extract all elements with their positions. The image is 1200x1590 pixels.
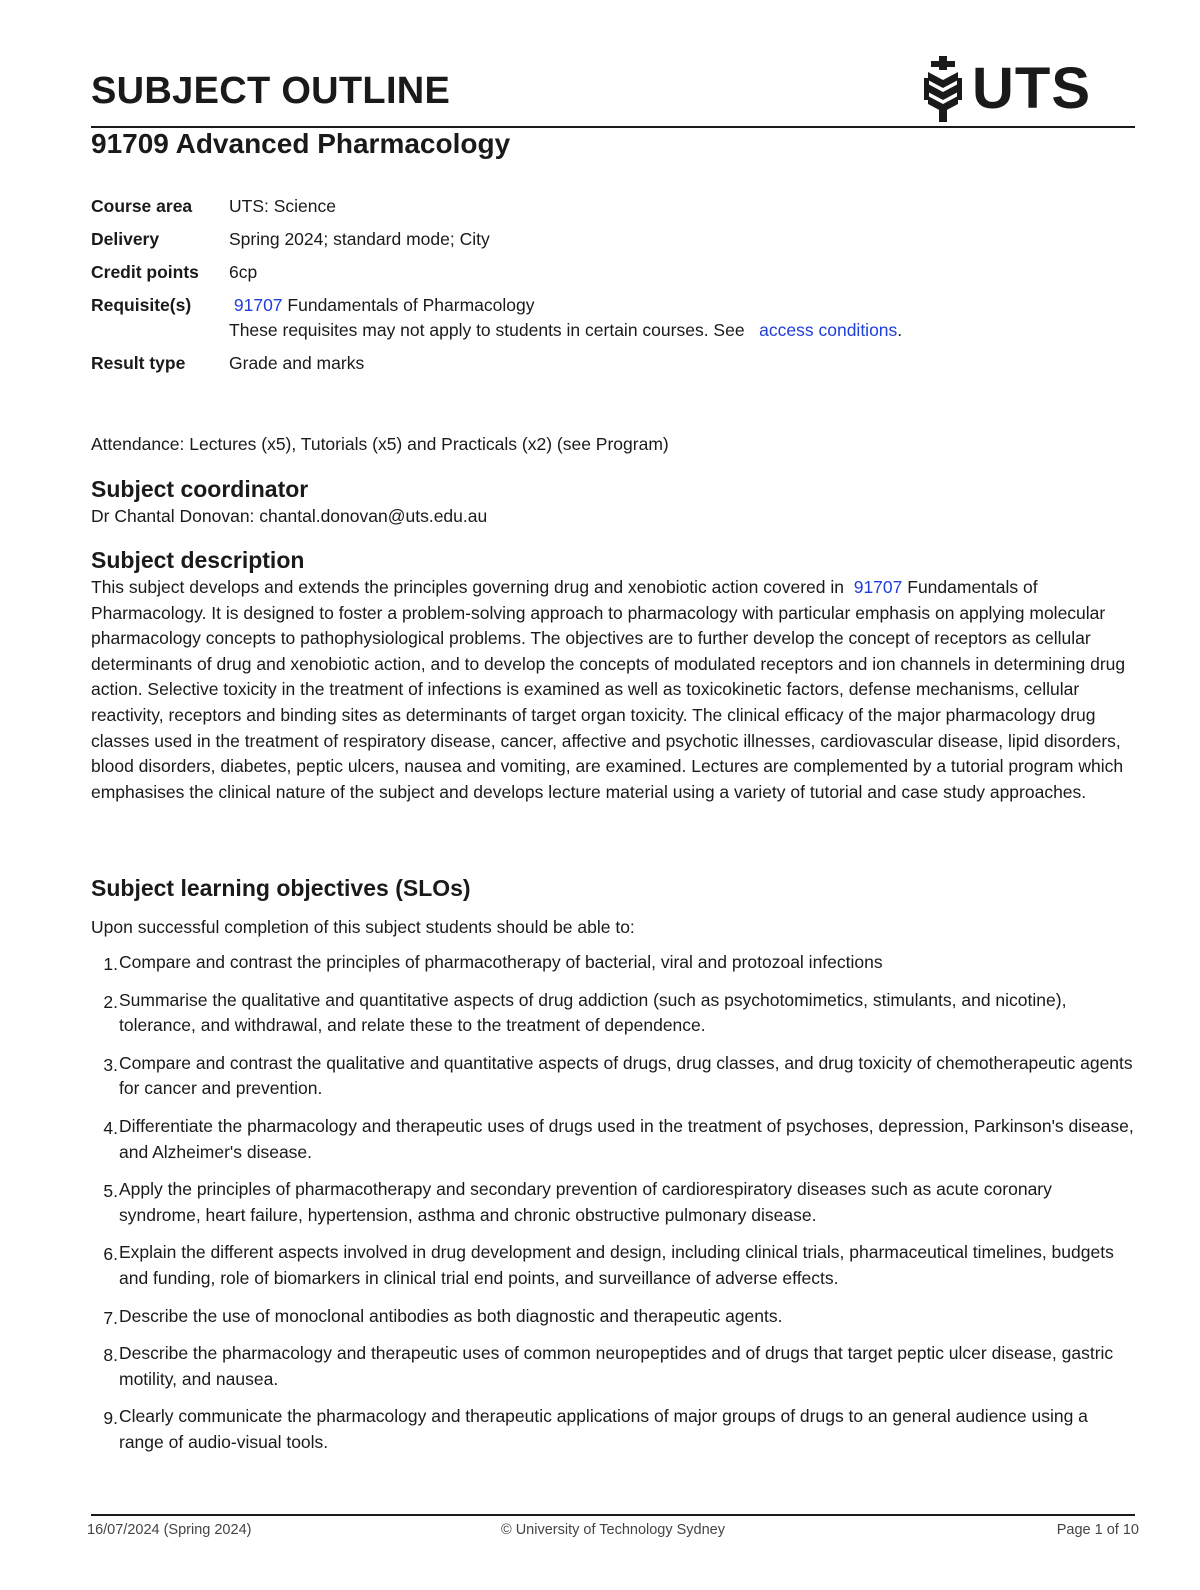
slo-item [91, 1240, 1135, 1291]
slo-item [91, 1051, 1135, 1102]
requisites-value [229, 293, 1135, 343]
slo-list [91, 950, 1135, 1456]
credit-points-row [91, 260, 1135, 285]
requisites-label: Requisite(s) [91, 295, 192, 315]
result-type-value: Grade and marks [229, 353, 365, 373]
footer-date: 16/07/2024 (Spring 2024) [87, 1522, 252, 1538]
slo-text: Describe the pharmacology and therapeutic uses of common neuropeptides and of drugs that target peptic ulcer disease, gastric motility, and nausea. [119, 1343, 1114, 1389]
slo-number: 5. [103, 1181, 118, 1202]
document-title: SUBJECT OUTLINE [91, 70, 451, 112]
slo-item [91, 1114, 1135, 1165]
result-type-row [91, 351, 1135, 376]
credit-points-label: Credit points [91, 262, 199, 282]
slo-number: 2. [103, 991, 118, 1012]
uts-crest-icon [922, 56, 964, 122]
subject-outline-page [87, 0, 1139, 1590]
requisite-note: These requisites may not apply to students in certain courses. See access conditions. [229, 320, 903, 340]
requisites-row [91, 293, 1135, 343]
coordinator-text: Dr Chantal Donovan: chantal.donovan@uts.edu.au [91, 506, 488, 526]
logo-text: UTS [972, 56, 1091, 121]
requisite-link-91707[interactable]: 91707 [233, 295, 283, 315]
requisite-name: Fundamentals of Pharmacology [282, 295, 535, 315]
footer-page-number: Page 1 of 10 [1056, 1522, 1139, 1538]
delivery-value: Spring 2024; standard mode; City [229, 229, 490, 249]
slo-number: 1. [103, 954, 118, 974]
slo-text: Describe the use of monoclonal antibodies as both diagnostic and therapeutic agents. [119, 1305, 783, 1326]
attendance-text: Attendance: Lectures (x5), Tutorials (x5) and Practicals (x2) (see Program) [91, 434, 669, 454]
subject-info [91, 194, 1135, 384]
slo-number: 6. [103, 1244, 118, 1265]
course-area-label: Course area [91, 196, 193, 216]
slo-heading: Subject learning objectives (SLOs) [91, 875, 471, 901]
slo-section [91, 873, 1135, 1468]
description-section [91, 545, 1135, 805]
delivery-row [91, 227, 1135, 252]
document-header [91, 56, 1135, 128]
slo-number: 7. [103, 1307, 118, 1328]
slo-text: Compare and contrast the qualitative and quantitative aspects of drugs, drug classes, and drug toxicity of chemotherapeutic agents for cancer and prevention. [119, 1052, 1133, 1099]
slo-text: Explain the different aspects involved in drug development and design, including clinical trials, pharmaceutical timelines, budgets and funding, role of biomarkers in clinical trial end points, and surveillance of adverse effects. [119, 1242, 1114, 1288]
slo-text: Differentiate the pharmacology and therapeutic uses of drugs used in the treatment of psychoses, depression, Parkinson's disease, and Alzheimer's disease. [119, 1115, 1134, 1162]
slo-item [91, 1177, 1135, 1228]
description-heading: Subject description [91, 547, 305, 573]
slo-text: Apply the principles of pharmacotherapy and secondary prevention of cardiorespiratory diseases such as acute coronary syndrome, heart failure, hypertension, asthma and chronic obstructive pulmonary disease. [119, 1179, 1052, 1225]
credit-points-value: 6cp [229, 262, 258, 282]
delivery-label: Delivery [91, 229, 160, 249]
page-footer [87, 1514, 1139, 1544]
access-conditions-link[interactable]: access conditions [759, 320, 898, 340]
slo-item [91, 1404, 1135, 1455]
slo-number: 4. [103, 1117, 118, 1138]
slo-text: Summarise the qualitative and quantitative aspects of drug addiction (such as psychotomimetics, stimulants, and nicotine), tolerance, and withdrawal, and relate these to the treatment of dependence. [119, 989, 1067, 1036]
slo-number: 8. [103, 1345, 118, 1366]
slo-item [91, 1304, 1135, 1330]
result-type-label: Result type [91, 353, 186, 373]
slo-item [91, 988, 1135, 1039]
slo-number: 3. [103, 1054, 118, 1075]
course-area-value: UTS: Science [229, 196, 336, 216]
footer-copyright: © University of Technology Sydney [501, 1522, 725, 1538]
coordinator-heading: Subject coordinator [91, 476, 309, 502]
slo-item [91, 950, 1135, 976]
slo-number: 9. [103, 1408, 118, 1429]
uts-logo [922, 56, 1091, 122]
subject-title: 91709 Advanced Pharmacology [91, 128, 511, 159]
slo-intro: Upon successful completion of this subject students should be able to: [91, 917, 635, 937]
description-link-91707[interactable]: 91707 [853, 577, 903, 597]
course-area-row [91, 194, 1135, 219]
slo-text: Compare and contrast the principles of pharmacotherapy of bacterial, viral and protozoal infections [119, 952, 883, 972]
description-text: This subject develops and extends the principles governing drug and xenobiotic action covered in 91707 Fundamentals of Pharmacology. It is designed to foster a problem-solving approach to pharmacology with particular emphasis on applying molecular pharmacology concepts to pathophysiological problems. The objectives are to further develop the concept of receptors as cellular determinants of drug and xenobiotic action, and to develop the concepts of modulated receptors and ion channels in determining drug action. Selective toxicity in the treatment of infections is examined as well as toxicokinetic factors, defense mechanisms, cellular reactivity, receptors and binding sites as determinants of target organ toxicity. The clinical efficacy of the major pharmacology drug classes used in the treatment of respiratory disease, cancer, affective and psychotic illnesses, cardiovascular disease, lipid disorders, blood disorders, diabetes, peptic ulcers, nausea and vomiting, are examined. Lectures are complemented by a tutorial program which emphasises the clinical nature of the subject and develops lecture material using a variety of tutorial and case study approaches. [91, 577, 1126, 802]
slo-text: Clearly communicate the pharmacology and therapeutic applications of major groups of drugs to an general audience using a range of audio-visual tools. [119, 1406, 1088, 1452]
coordinator-section [91, 474, 487, 529]
slo-item [91, 1341, 1135, 1392]
